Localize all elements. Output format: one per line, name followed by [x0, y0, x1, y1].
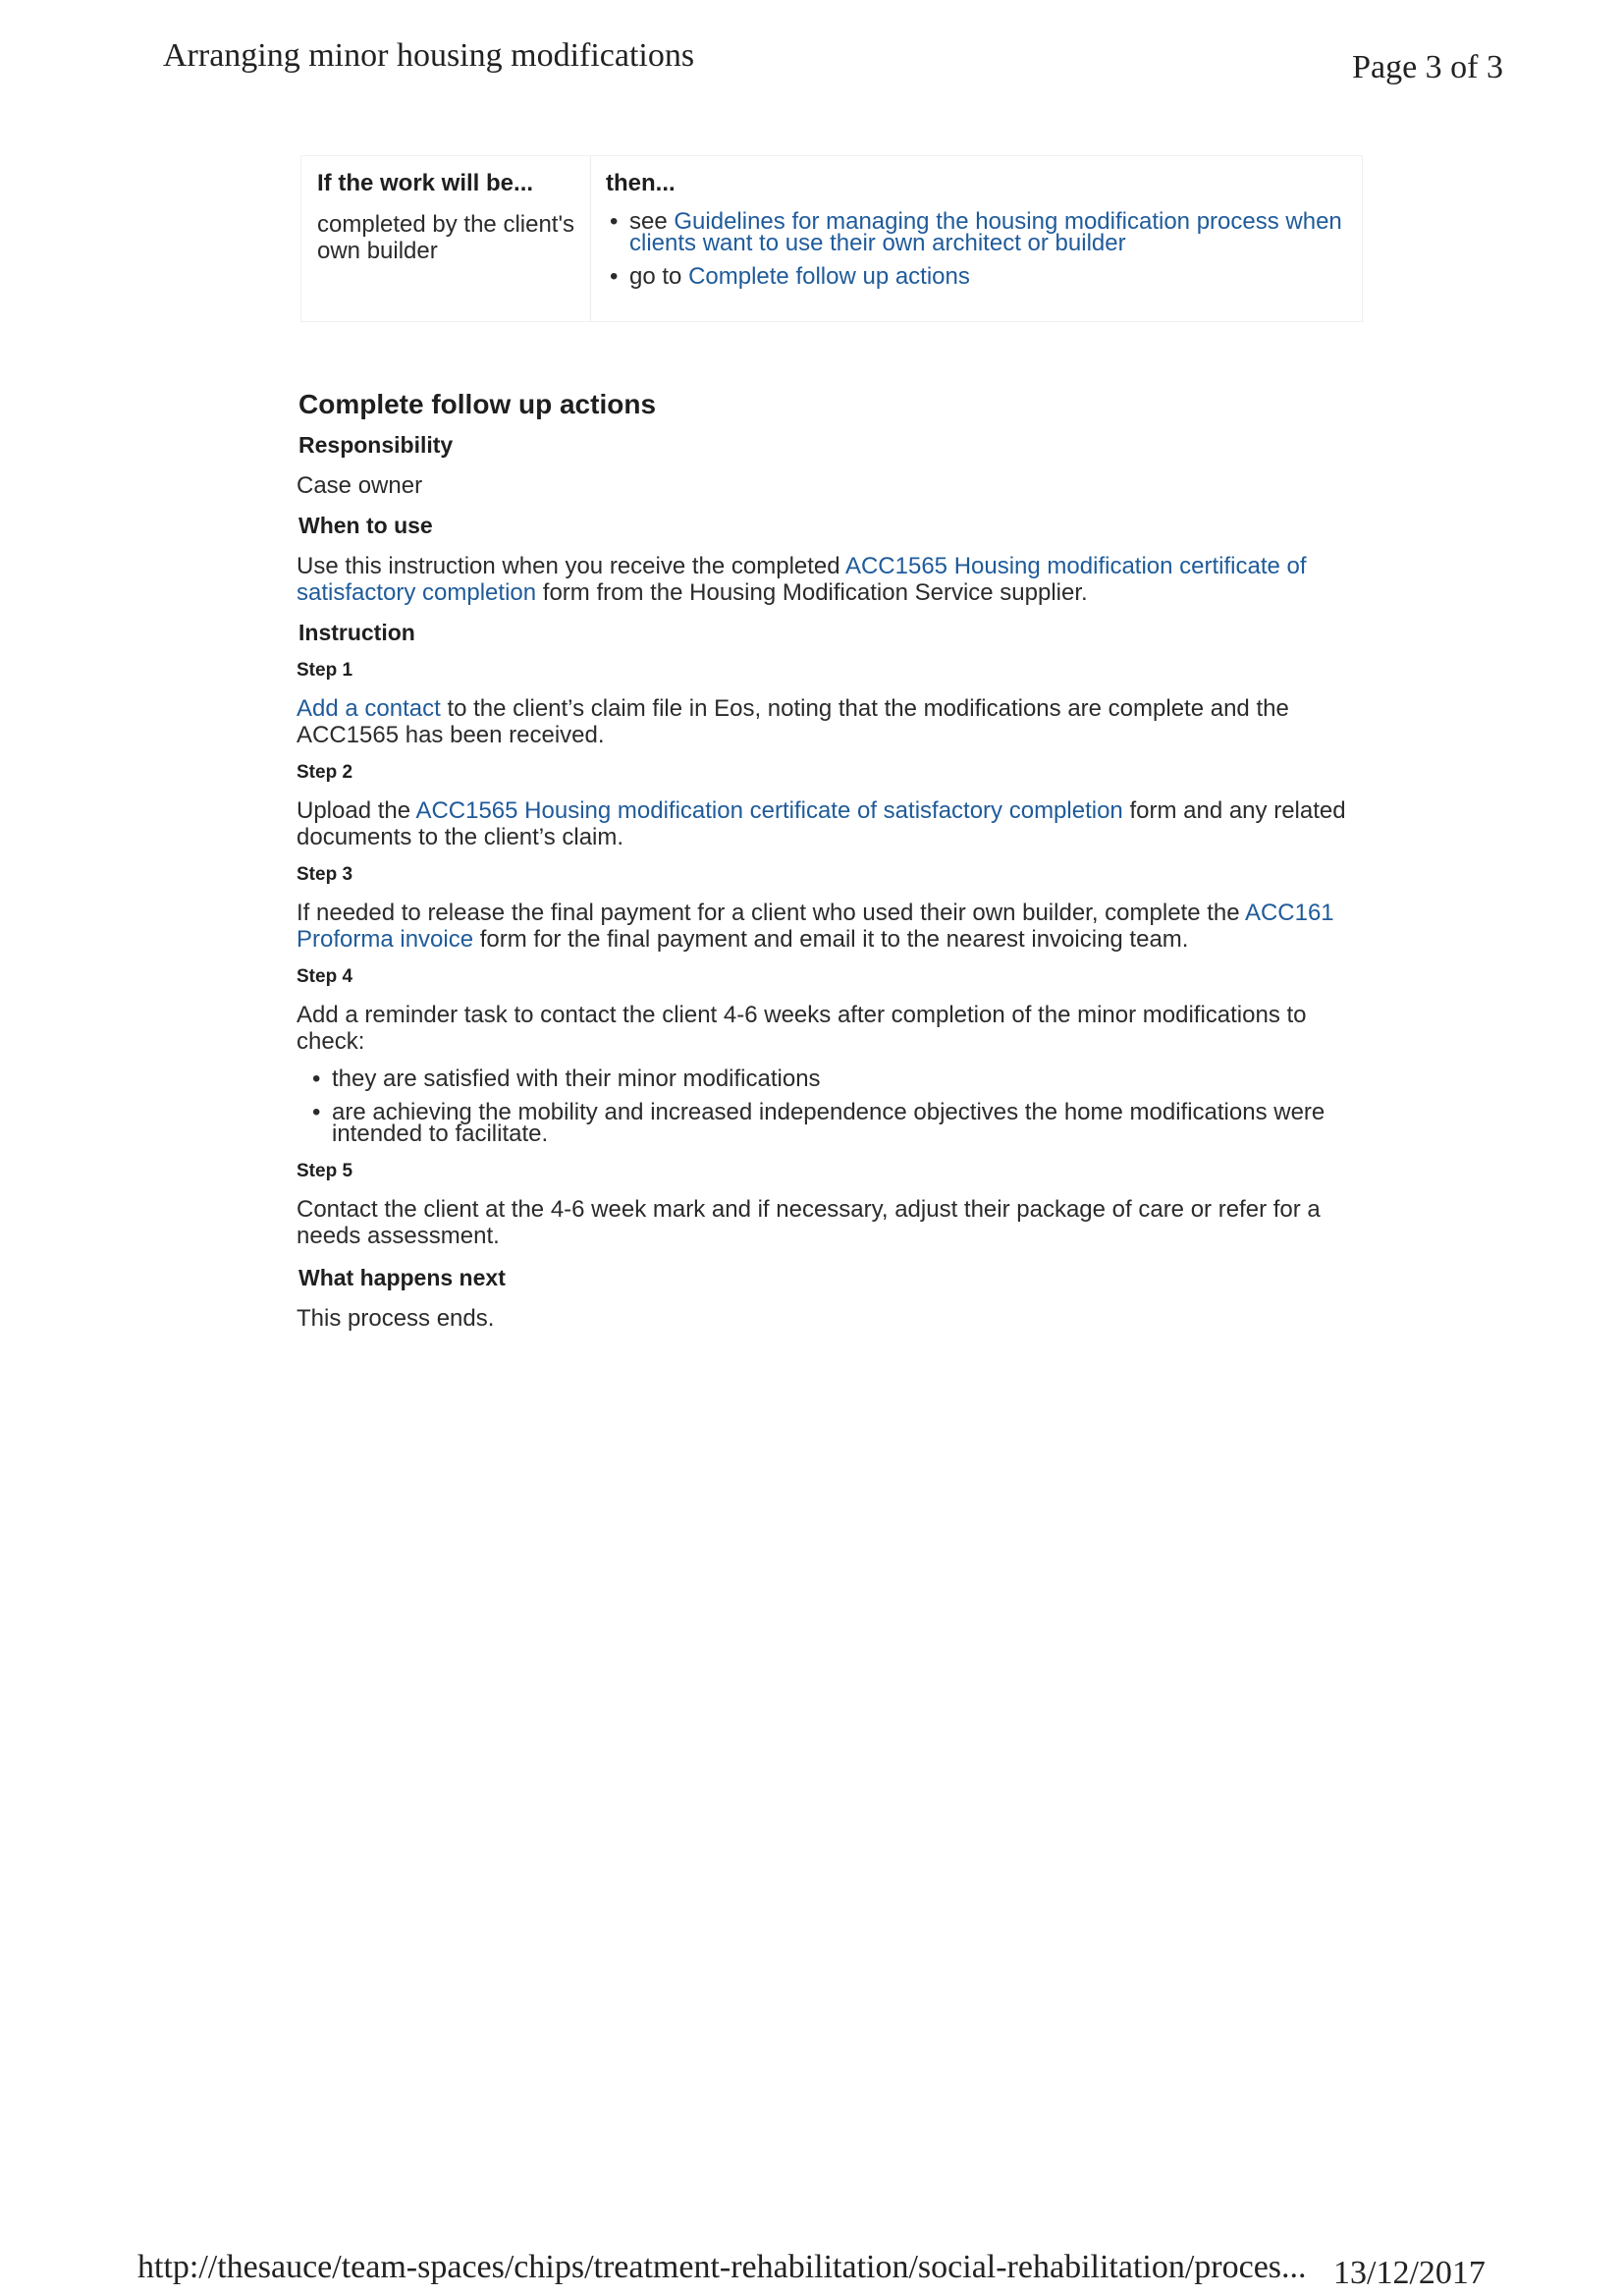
instruction-heading: Instruction [298, 620, 415, 645]
section-title: Complete follow up actions [298, 389, 657, 419]
table-header-actions: then... [606, 170, 676, 196]
step-5-text: Contact the client at the 4-6 week mark and if necessary, adjust their package of care or refer for a needs assessment. [297, 1196, 1321, 1249]
when-to-use-heading: When to use [298, 513, 433, 538]
decision-table [300, 155, 1363, 322]
what-happens-next-text: This process ends. [297, 1305, 495, 1332]
bullet-text: they are satisfied with their minor modifications [332, 1066, 821, 1092]
step-label: Step 1 [297, 660, 353, 681]
responsibility-text: Case owner [297, 472, 423, 499]
bullet-icon: • [312, 1066, 321, 1092]
bullet-icon: • [610, 263, 619, 290]
step-4-text: Add a reminder task to contact the client 4-6 weeks after completion of the minor modifications to check: [297, 1002, 1307, 1055]
bullet-icon: • [312, 1099, 321, 1125]
step-text: form for the final payment and email it to the nearest invoicing team. [479, 926, 1189, 953]
step-label: Step 5 [297, 1161, 353, 1181]
table-divider [590, 156, 591, 321]
step-label: Step 4 [297, 966, 353, 987]
action-prefix: see [629, 208, 668, 235]
acc161-link[interactable]: ACC161 Proforma invoice [297, 900, 1334, 953]
when-text-part: Use this instruction when you receive the completed [297, 553, 840, 579]
table-header-condition: If the work will be... [317, 170, 534, 196]
responsibility-heading: Responsibility [298, 432, 454, 458]
table-column-actions [606, 156, 1352, 300]
step-4-bullets [308, 1068, 1361, 1145]
complete-follow-up-link[interactable]: Complete follow up actions [688, 263, 970, 290]
step-text: If needed to release the final payment for a client who used their own builder, complete the [297, 900, 1240, 926]
page-number: Page 3 of 3 [1352, 49, 1503, 85]
list-item [308, 1099, 1361, 1147]
when-to-use-text [297, 553, 1361, 606]
action-prefix: go to [629, 263, 682, 290]
when-text-part: form from the Housing Modification Service supplier. [542, 579, 1088, 606]
step-text: to the client’s claim file in Eos, noting that the modifications are complete and the ACC1565 has been received. [297, 695, 1289, 748]
acc1565-link[interactable]: ACC1565 Housing modification certificate of satisfactory completion [415, 797, 1123, 824]
step-text: Upload the [297, 797, 411, 824]
guidelines-link[interactable]: Guidelines for managing the housing modification process when clients want to use their own architect or builder [629, 208, 1342, 256]
follow-up-section [291, 389, 1361, 1345]
step-3-text [297, 900, 1361, 953]
table-action-list [606, 208, 1352, 290]
page-header-title: Arranging minor housing modifications [163, 37, 695, 74]
footer-url: http://thesauce/team-spaces/chips/treatment-rehabilitation/social-rehabilitation/proces... [137, 2249, 1307, 2285]
table-cell-condition: completed by the client's own builder [317, 211, 575, 264]
list-item [606, 263, 1352, 290]
what-happens-next-heading: What happens next [298, 1265, 506, 1290]
footer-date: 13/12/2017 [1333, 2255, 1486, 2291]
step-label: Step 2 [297, 762, 353, 783]
list-item [606, 208, 1352, 256]
step-text: form and any related documents to the client’s claim. [297, 797, 1346, 850]
bullet-icon: • [610, 208, 619, 235]
add-contact-link[interactable]: Add a contact [297, 695, 441, 722]
acc1565-link[interactable]: ACC1565 Housing modification certificate of satisfactory completion [297, 553, 1307, 606]
bullet-text: are achieving the mobility and increased independence objectives the home modifications were intended to facilitate. [332, 1099, 1325, 1147]
step-label: Step 3 [297, 864, 353, 885]
list-item [308, 1068, 1361, 1090]
table-column-condition [317, 156, 582, 264]
step-1-text [297, 695, 1361, 748]
step-2-text [297, 797, 1361, 850]
